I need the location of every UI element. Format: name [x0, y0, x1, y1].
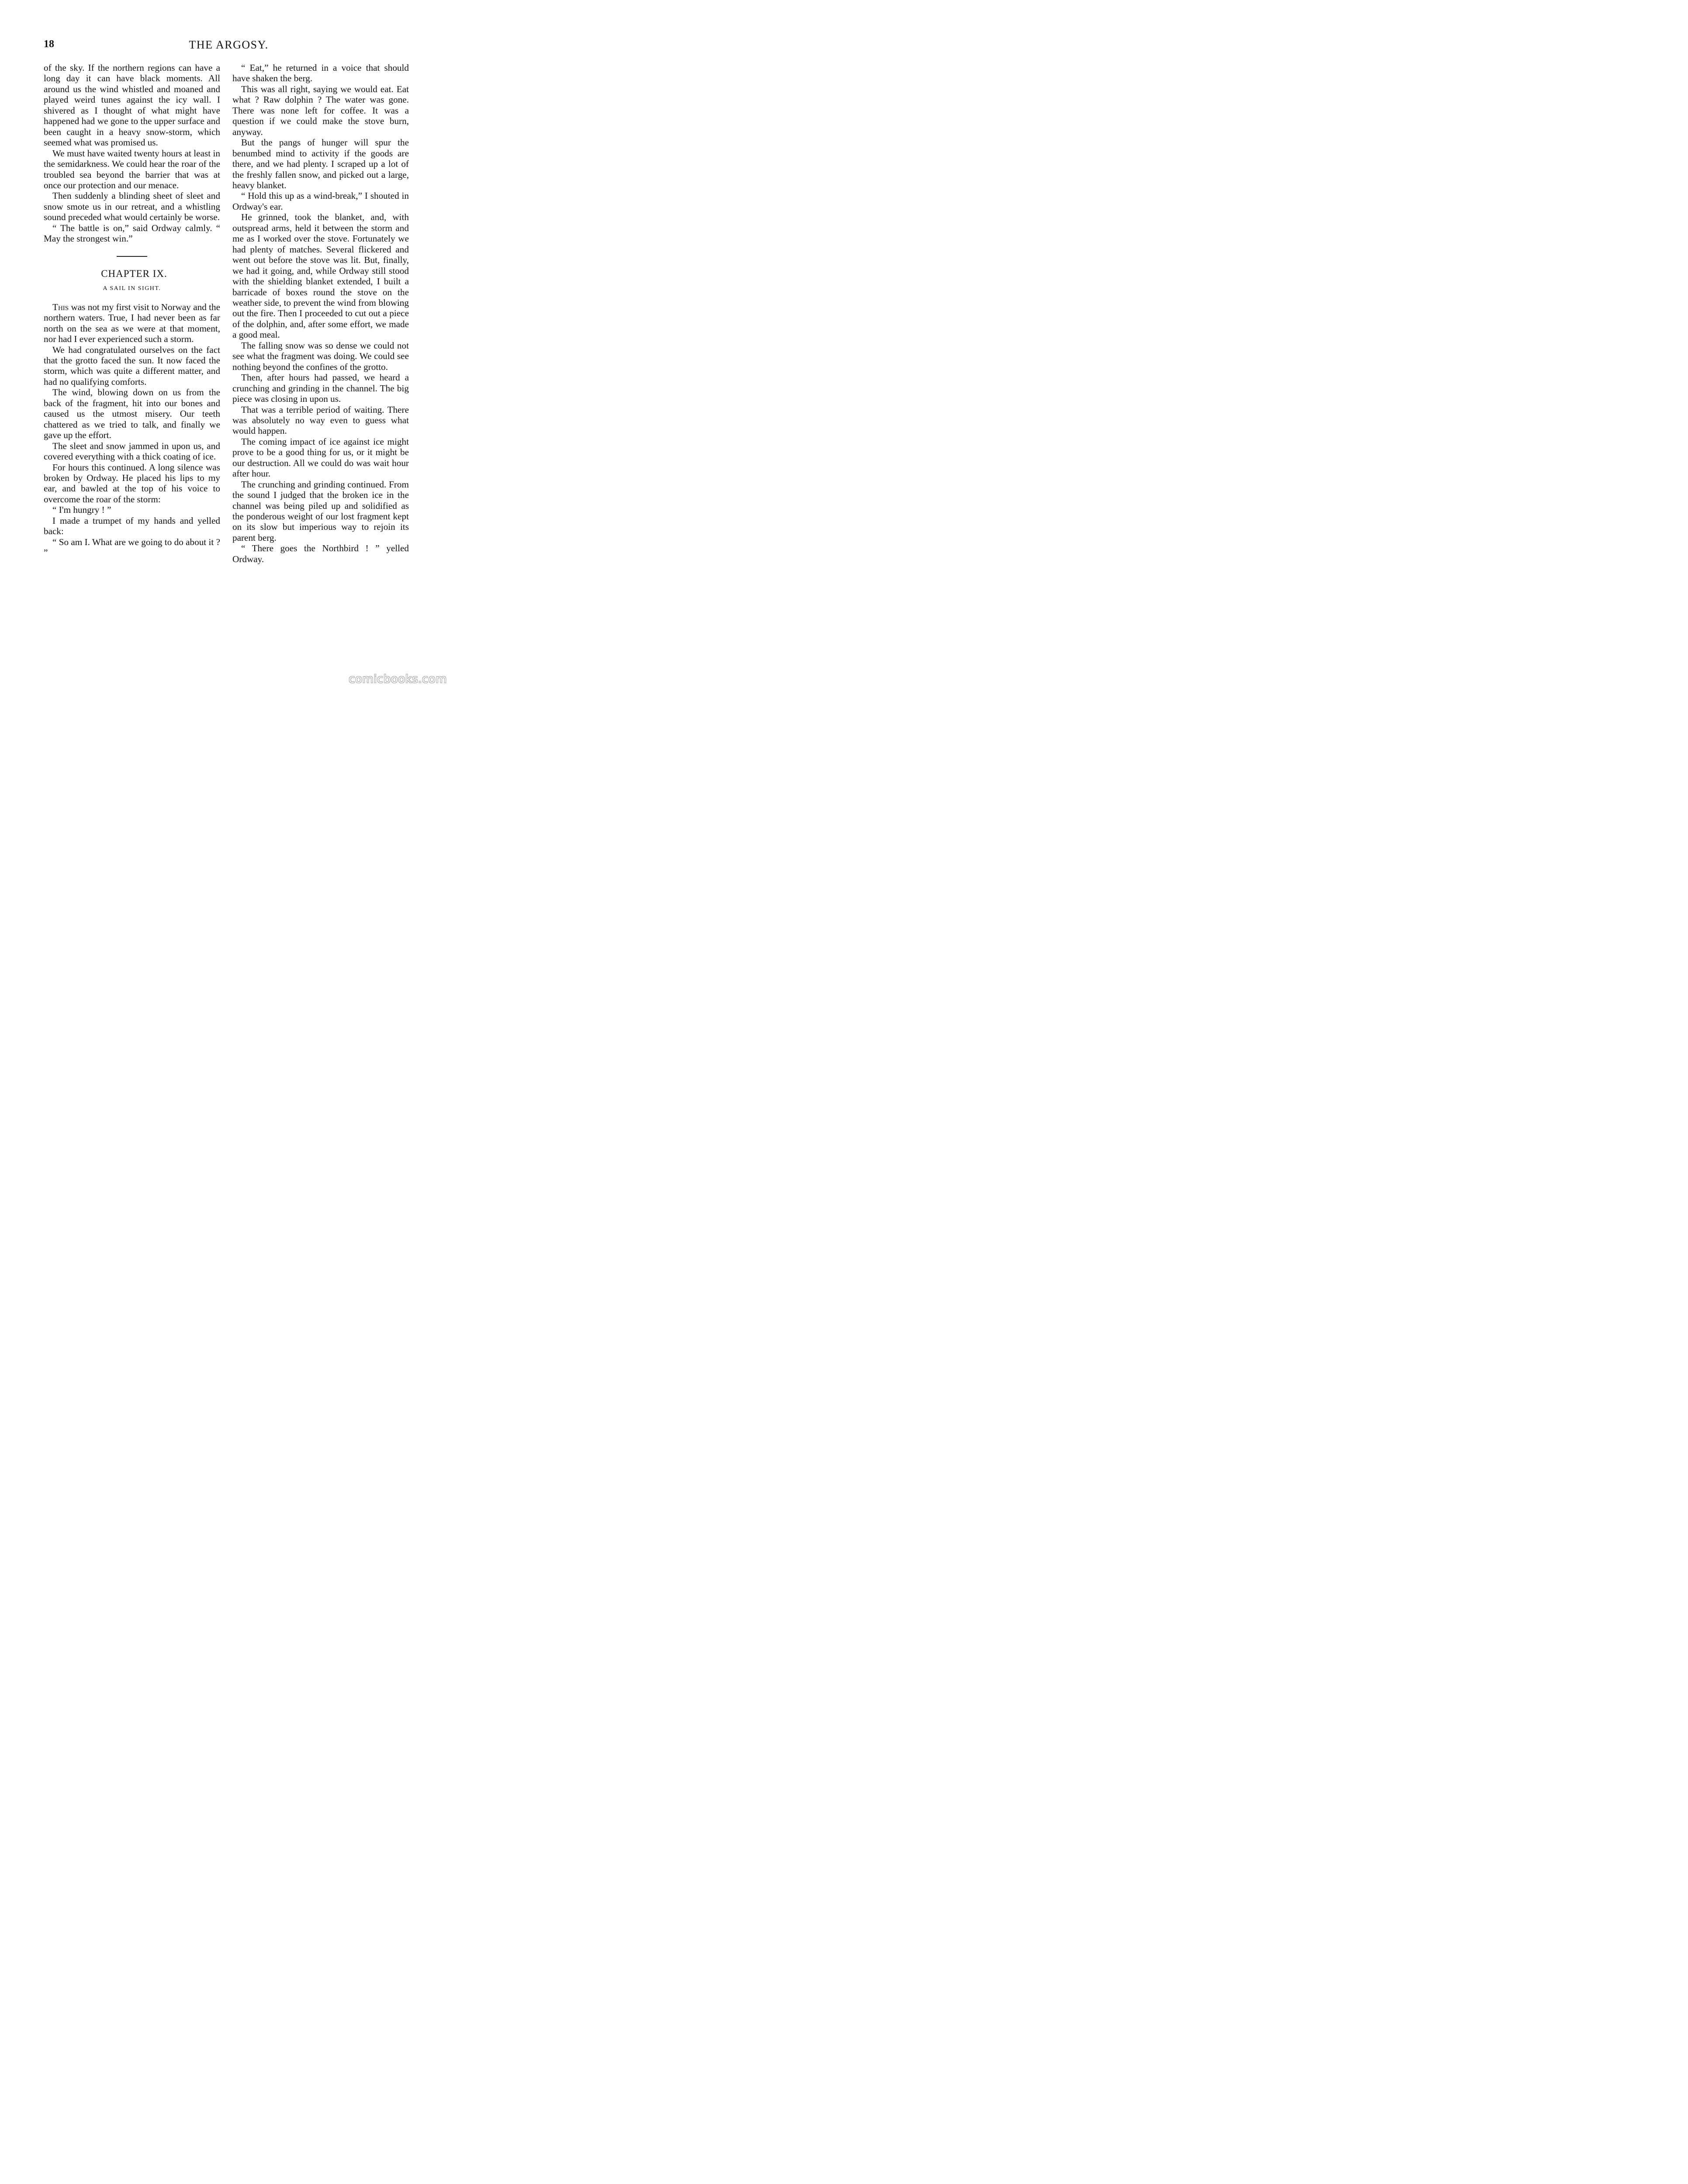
chapter-opening-paragraph	[44, 302, 220, 345]
paragraph: I made a trumpet of my hands and yelled back:	[44, 515, 220, 537]
paragraph: “ Eat,” he returned in a voice that should have shaken the berg.	[232, 62, 409, 84]
paragraph: For hours this continued. A long silence was broken by Ordway. He placed his lips to my ear, and bawled at the top of his voice to overcome the roar of the storm:	[44, 462, 220, 505]
section-divider	[117, 256, 147, 257]
paragraph: We must have waited twenty hours at least in the semidarkness. We could hear the roar of the troubled sea beyond the barrier that was at once our protection and our menace.	[44, 148, 220, 190]
page-header	[0, 38, 457, 53]
chapter-subtitle: A SAIL IN SIGHT.	[103, 285, 161, 292]
paragraph: This was all right, saying we would eat. Eat what ? Raw dolphin ? The water was gone. There was none left for coffee. It was a question if we could make the stove burn, anyway.	[232, 83, 409, 137]
paragraph: “ So am I. What are we going to do about it ? ”	[44, 536, 220, 558]
paragraph: The crunching and grinding continued. From the sound I judged that the broken ice in the channel was being piled up and solidified as the ponderous weight of our lost fragment kept on its slow but imperious way to rejoin its parent berg.	[232, 479, 409, 543]
paragraph: The falling snow was so dense we could not see what the fragment was doing. We could see nothing beyond the confines of the grotto.	[232, 340, 409, 372]
paragraph: “ There goes the Northbird ! ” yelled Ordway.	[232, 543, 409, 564]
paragraph: The wind, blowing down on us from the back of the fragment, hit into our bones and caused us the utmost misery. Our teeth chattered as we tried to talk, and finally we gave up the effort.	[44, 387, 220, 441]
paragraph: The sleet and snow jammed in upon us, and covered everything with a thick coating of ice.	[44, 440, 220, 462]
opening-text: was not my first visit to Norway and the northern waters. True, I had never been as far north on the sea as we were at that moment, nor had I ever experienced such a storm.	[44, 301, 220, 345]
paragraph: But the pangs of hunger will spur the benumbed mind to activity if the goods are there, and we had plenty. I scraped up a lot of the freshly fallen snow, and picked out a large, heavy blanket.	[232, 137, 409, 190]
paragraph: “ I'm hungry ! ”	[52, 505, 111, 515]
paragraph: of the sky. If the northern regions can have a long day it can have black moments. All around us the wind whistled and moaned and played weird tunes against the icy wall. I shivered as I thought of what might have happened had we gone to the upper surface and been caught in a heavy snow-storm, which seemed what was promised us.	[44, 62, 220, 148]
left-column	[44, 62, 220, 558]
right-column	[232, 62, 409, 564]
page-number: 18	[44, 38, 54, 50]
paragraph: We had congratulated ourselves on the fact that the grotto faced the sun. It now faced the storm, which was quite a different matter, and had no qualifying comforts.	[44, 344, 220, 387]
paragraph: “ Hold this up as a wind-break,” I shouted in Ordway's ear.	[232, 190, 409, 212]
paragraph: “ The battle is on,” said Ordway calmly. “ May the strongest win.”	[44, 222, 220, 244]
running-title: THE ARGOSY.	[189, 38, 269, 51]
paragraph: The coming impact of ice against ice might prove to be a good thing for us, or it might be our destruction. All we could do was wait hour after hour.	[232, 436, 409, 479]
chapter-title: CHAPTER IX.	[101, 268, 167, 279]
opening-word: This	[52, 301, 69, 312]
paragraph: Then, after hours had passed, we heard a crunching and grinding in the channel. The big piece was closing in upon us.	[232, 372, 409, 404]
paragraph: That was a terrible period of waiting. There was absolutely no way even to guess what would happen.	[232, 404, 409, 436]
paragraph: Then suddenly a blinding sheet of sleet and snow smote us in our retreat, and a whistling sound preceded what would certainly be worse.	[44, 190, 220, 223]
watermark: comicbooks.com	[349, 673, 447, 686]
paragraph: He grinned, took the blanket, and, with outspread arms, held it between the storm and me as I worked over the stove. Fortunately we had plenty of matches. Several flickered and went out before the stove was lit. But, finally, we had it going, and, while Ordway still stood with the shielding blanket extended, I built a barricade of boxes round the stove on the weather side, to prevent the wind from blowing out the fire. Then I proceeded to cut out a piece of the dolphin, and, after some effort, we made a good meal.	[232, 212, 409, 340]
